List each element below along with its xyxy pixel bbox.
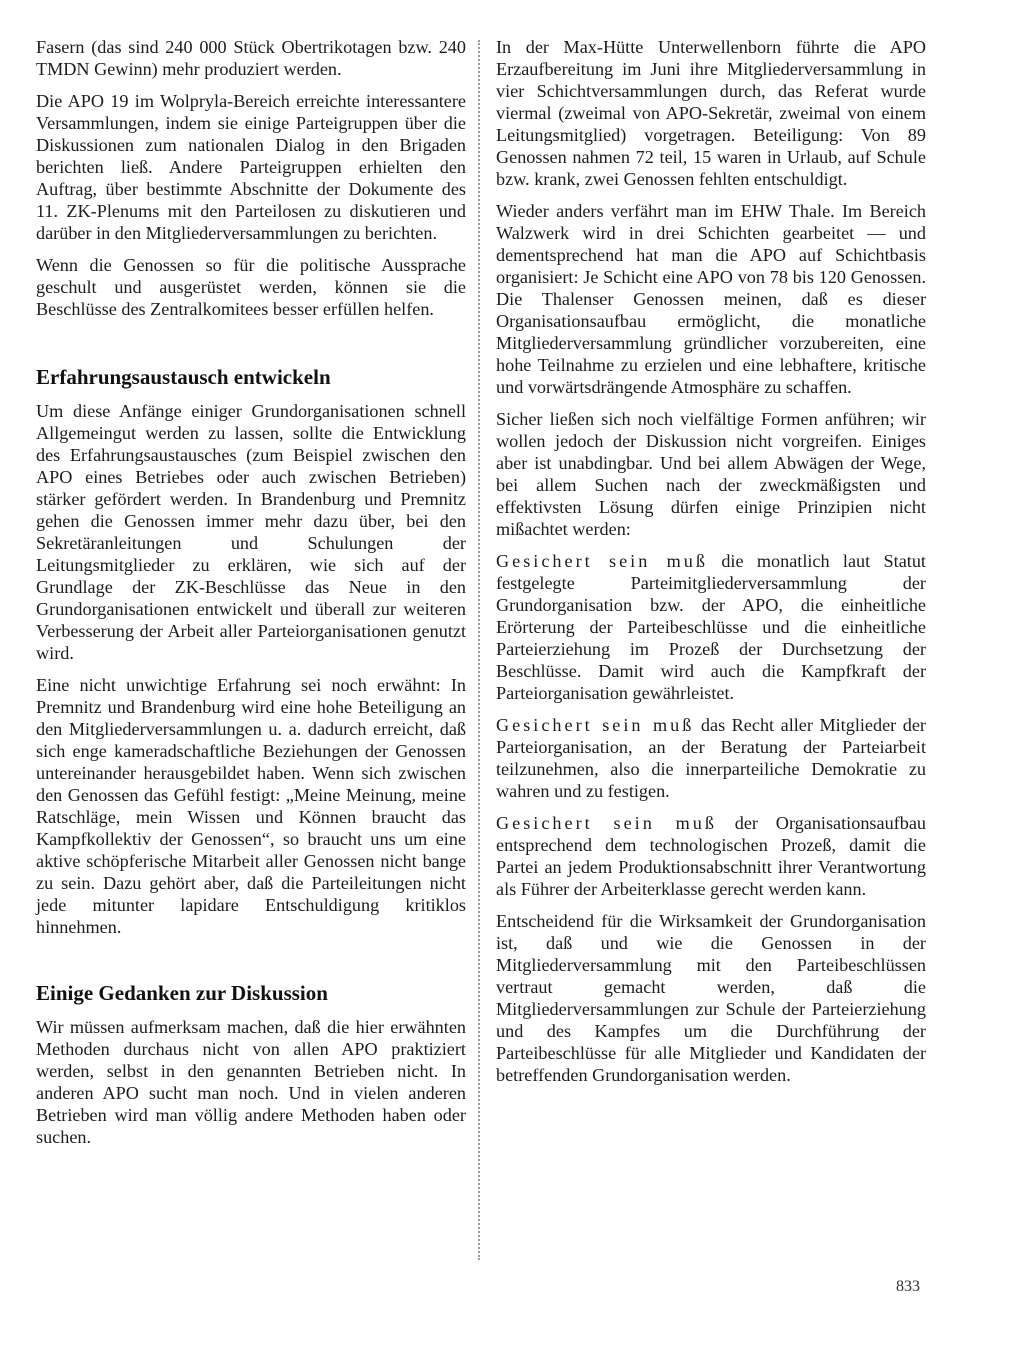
paragraph: Wir müssen aufmerksam machen, daß die hier erwähnten Methoden durchaus nicht von allen APO praktiziert werden, selbst in den genannten Betrieben nicht. In anderen APO sucht man noch. Und in vielen anderen Betrieben wird man völlig andere Methoden haben oder suchen. — [36, 1017, 466, 1147]
paragraph-text: das Recht aller Mitglieder der Parteiorganisation, an der Beratung der Parteiarbeit teilzunehmen, also die innerparteiliche Demokratie zu wahren und zu festigen. — [496, 715, 926, 801]
paragraph: Wenn die Genossen so für die politische Aussprache geschult und ausgerüstet werden, können sie die Beschlüsse des Zentralkomitees besser erfüllen helfen. — [36, 255, 466, 319]
spaced-emphasis: Gesichert sein muß — [496, 813, 717, 833]
paragraph: Sicher ließen sich noch vielfältige Formen anführen; wir wollen jedoch der Diskussion nicht vorgreifen. Einiges aber ist unabdingbar. Und bei allem Abwägen der Wege, bei allem Suchen nach der zweckmäßigsten und effektivsten Lösung dürfen einige Prinzipien nicht mißachtet werden: — [496, 409, 926, 539]
paragraph: Fasern (das sind 240 000 Stück Obertrikotagen bzw. 240 TMDN Gewinn) mehr produziert werden. — [36, 37, 466, 79]
spaced-emphasis: Gesichert sein muß — [496, 715, 695, 735]
section-heading: Einige Gedanken zur Diskussion — [36, 981, 328, 1005]
paragraph — [496, 550, 926, 704]
paragraph-text: der Organisationsaufbau entsprechend dem technologischen Prozeß, damit die Partei an jedem Produktionsabschnitt ihrer Verantwortung als Führer der Arbeiterklasse gerecht werden kann. — [496, 813, 926, 899]
section-heading: Erfahrungsaustausch entwickeln — [36, 365, 331, 389]
paragraph: In der Max-Hütte Unterwellenborn führte die APO Erzaufbereitung im Juni ihre Mitgliederversammlung in vier Schichtversammlungen durch, das Referat wurde viermal (zweimal von APO-Sekretär, zweimal von einem Leitungsmitglied) vorgetragen. Beteiligung: Von 89 Genossen nahmen 72 teil, 15 waren in Urlaub, auf Schule bzw. krank, zwei Genossen fehlten entschuldigt. — [496, 37, 926, 189]
paragraph: Eine nicht unwichtige Erfahrung sei noch erwähnt: In Premnitz und Brandenburg wird eine hohe Beteiligung an den Mitgliederversammlungen u. a. dadurch erreicht, daß sich enge kameradschaftliche Beziehungen der Genossen untereinander herausgebildet haben. Wenn sich zwischen den Genossen das Gefühl festigt: „Meine Meinung, meine Ratschläge, mein Wissen und Können braucht das Kampfkollektiv der Genossen“, so braucht uns um eine aktive schöpferische Mitarbeit aller Genossen nicht bange zu sein. Dazu gehört aber, daß die Parteileitungen nicht jede mitunter lapidare Entschuldigung kritiklos hinnehmen. — [36, 675, 466, 937]
right-column — [496, 36, 926, 1096]
paragraph — [496, 714, 926, 802]
page-number: 833 — [896, 1278, 920, 1295]
column-divider — [478, 40, 480, 1260]
left-column — [36, 36, 466, 1158]
paragraph: Entscheidend für die Wirksamkeit der Grundorganisation ist, daß und wie die Genossen in der Mitgliederversammlung mit den Parteibeschlüssen vertraut gemacht werden, daß die Mitgliederversammlungen zur Schule der Parteierziehung und des Kampfes um die Durchführung der Parteibeschlüsse für alle Mitglieder und Kandidaten der betreffenden Grundorganisation werden. — [496, 911, 926, 1085]
paragraph: Die APO 19 im Wolpryla-Bereich erreichte interessantere Versammlungen, indem sie einige Parteigruppen über die Diskussionen zum nationalen Dialog in den Brigaden berichten ließ. Andere Parteigruppen erhielten den Auftrag, über bestimmte Abschnitte der Dokumente des 11. ZK-Plenums mit den Parteilosen zu diskutieren und darüber in den Mitgliederversammlungen zu berichten. — [36, 91, 466, 243]
spaced-emphasis: Gesichert sein muß — [496, 551, 708, 571]
paragraph: Wieder anders verfährt man im EHW Thale. Im Bereich Walzwerk wird in drei Schichten gearbeitet — und dementsprechend hat man die APO auf Schichtbasis organisiert: Je Schicht eine APO von 78 bis 120 Genossen. Die Thalenser Genossen meinen, daß es dieser Organisationsaufbau ermöglicht, die monatliche Mitgliederversammlung gründlicher vorzubereiten, eine hohe Teilnahme zu erzielen und eine lebhaftere, kritische und vorwärtsdrängende Atmosphäre zu schaffen. — [496, 201, 926, 397]
paragraph-text: die monatlich laut Statut festgelegte Parteimitgliederversammlung der Grundorganisation bzw. der APO, die einheitliche Erörterung der Parteibeschlüsse und die einheitliche Parteierziehung im Prozeß der Durchsetzung der Beschlüsse. Damit wird auch die Kampfkraft der Parteiorganisation gewährleistet. — [496, 551, 926, 703]
paragraph: Um diese Anfänge einiger Grundorganisationen schnell Allgemeingut werden zu lassen, sollte die Entwicklung des Erfahrungsaustausches (zum Beispiel zwischen den APO eines Betriebes oder auch zwischen Betrieben) stärker gefördert werden. In Brandenburg und Premnitz gehen die Genossen immer mehr dazu über, bei den Sekretäranleitungen und Schulungen der Leitungsmitglieder zu erklären, wie sich auf der Grundlage der ZK-Beschlüsse das Neue in den Grundorganisationen entwickelt und überall zur weiteren Verbesserung der Arbeit aller Parteiorganisationen genutzt wird. — [36, 401, 466, 663]
paragraph — [496, 812, 926, 900]
